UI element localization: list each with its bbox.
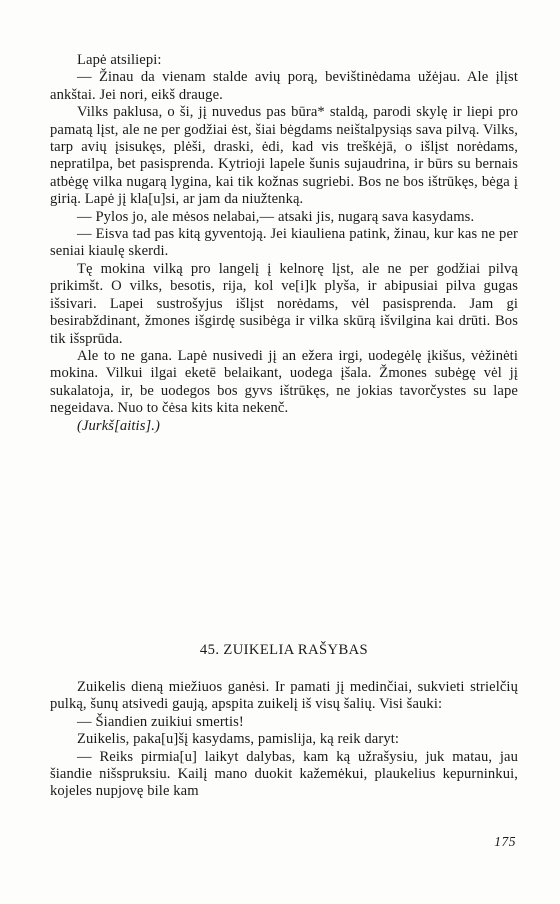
page-number: 175 — [494, 834, 516, 849]
paragraph: Zuikelis, paka[u]šį kasydams, pamislija, ką reik daryt: — [77, 731, 400, 748]
story-45-text — [50, 679, 518, 801]
paragraph: — Žinau da vienam stalde avių porą, bevištinėdama užėjau. Ale įlįst ankštai. Jei nori, eikš drauge. — [50, 69, 518, 103]
paragraph: — Reiks pirmia[u] laikyt dalybas, kam ką užrašysiu, juk matau, jau šiandie nišspruksiu. Kailį mano duokit kažemėkui, plaukelius kepurninkui, kojeles nupjovę bile kam — [50, 748, 518, 800]
story-45-heading: 45. ZUIKELIA RAŠYBAS — [199, 642, 369, 658]
paragraph: Vilks paklusa, o ši, jį nuvedus pas būra* staldą, parodi skylę ir liepi pro pamatą lįst, ale ne per godžiai ėst, šiai bėgdams neištalpysiąs sava pilvą. Vilks, tarp avių įsisukęs, plėši, draski, ėdi, kad vis treškėjā, o išlįst norėdams, nepratilpa, bet pasisprenda. Kytrioji lapele šunis sujaudrina, ir būrs su bernais atbėgę vilka nugarą lygina, kai tik kožnas sugriebi. Bos ne bos ištrūkęs, bėga į girią. Lapė jį kla[u]si, ar jam da niužtenką. — [50, 104, 518, 208]
paragraph: Tę mokina vilką pro langelį į kelnorę lįst, ale ne per godžiai pilvą prikimšt. O vilks, besotis, rija, kol ve[i]k plyša, ir abipusiai pilva gugas išsivari. Lapei sustrošyjus išlįst norėdams, vėl pasisprenda. Jam gi besirabždinant, žmones išgirdę susibėga ir vilka skūrą išvilgina kai drūti. Bos tik išsprūda. — [50, 260, 518, 347]
source-attribution: (Jurkš[aitis].) — [77, 417, 160, 434]
paragraph: — Šiandien zuikiui smertis! — [77, 713, 244, 730]
paragraph: Ale to ne gana. Lapė nusivedi jį an ežera irgi, uodegėlę įkišus, vėžinėti mokina. Vilkui ilgai eketē belaikant, uodega įšala. Žmones subėgę vėl jį sukalatoja, ir, be uodegos bos gyvs ištrūkęs, ne jokias tavorčystes su lape negeidava. Nuo to čėsa kits kita nekenč. — [50, 347, 518, 417]
paragraph: — Pylos jo, ale mėsos nelabai,— atsaki jis, nugarą sava kasydams. — [77, 208, 475, 225]
paragraph: — Eisva tad pas kitą gyventoją. Jei kiauliena patink, žinau, kur kas ne per seniai kiaulę skerdi. — [50, 226, 518, 260]
story-44-text — [50, 52, 518, 435]
paragraph: Lapė atsiliepi: — [77, 52, 162, 68]
paragraph: Zuikelis dieną miežiuos ganėsi. Ir pamati jį medinčiai, sukvieti strielčių pulką, šunų atsivedi gaują, apspita zuikelį iš visų šalių. Visi šauki: — [50, 679, 518, 713]
